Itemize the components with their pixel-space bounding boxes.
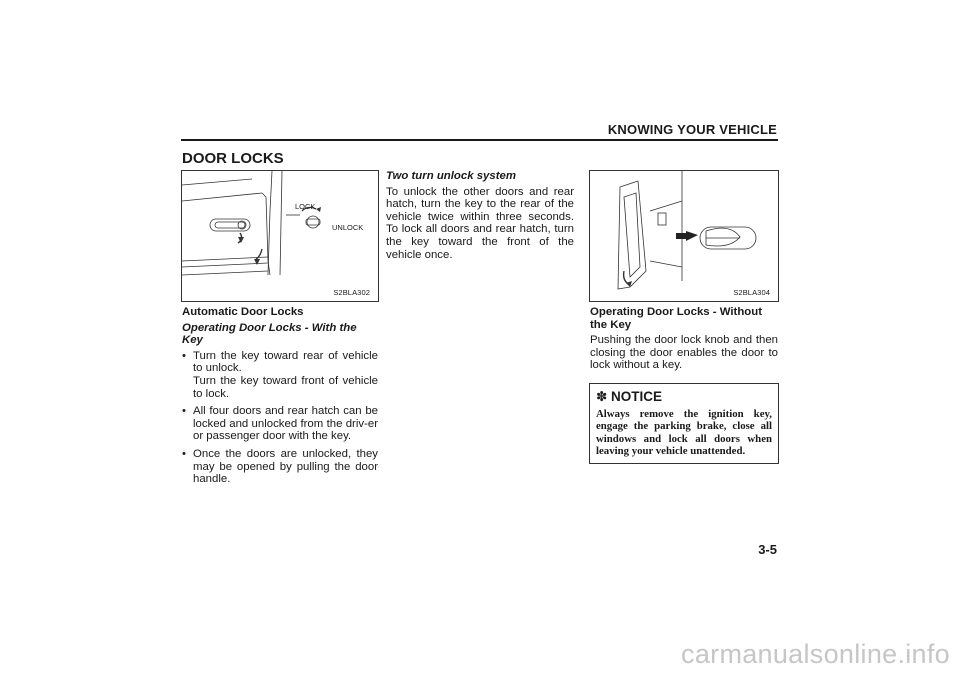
page-number: 3-5 [758,542,777,557]
door-knob-drawing [590,171,778,301]
list-item-text: Once the doors are unlocked, they may be opened by pulling the door handle. [193,447,378,486]
list-item [182,405,378,443]
list-item-text: Turn the key toward rear of vehicle to unlock. [193,349,378,375]
two-turn-unlock-body: To unlock the other doors and rear hatch, turn the key to the rear of the vehicle twice within three seconds. To lock all doors and rear hatch, turn the key toward the front of the vehicle once. [386,185,574,261]
bullet-icon: • [182,405,186,418]
list-item [182,350,378,400]
list-item [182,448,378,486]
without-key-heading: Operating Door Locks - Without the Key [590,306,763,331]
figure-code: S2BLA302 [333,288,370,297]
notice-title: ✽ NOTICE [596,389,663,404]
door-key-illustration [181,170,379,302]
list-item-text: Turn the key toward front of vehicle to lock. [193,374,378,400]
left-column [182,306,378,491]
door-knob-illustration [589,170,779,302]
lock-label: LOCK [295,202,316,211]
notice-box [589,383,779,464]
instruction-list [182,350,378,486]
list-item-text: All four doors and rear hatch can be locked and unlocked from the driv-er or passenger door with the key. [193,405,378,443]
unlock-label: UNLOCK [332,223,364,232]
with-key-subheading: Operating Door Locks - With the Key [182,321,357,347]
bullet-icon: • [182,447,186,460]
notice-body: Always remove the ignition key, engage the parking brake, close all windows and lock all doors when leaving your vehicle unattended. [596,408,772,458]
section-title: DOOR LOCKS [182,150,284,167]
right-column [590,306,778,372]
figure-code: S2BLA304 [733,288,770,297]
middle-column [386,170,574,261]
two-turn-unlock-heading: Two turn unlock system [386,170,516,182]
without-key-body: Pushing the door lock knob and then closing the door enables the door to lock without a key. [590,334,778,372]
running-header: KNOWING YOUR VEHICLE [607,122,777,137]
watermark: carmanualsonline.info [681,639,950,669]
bullet-icon: • [182,349,186,362]
header-rule [181,139,778,141]
automatic-door-locks-heading: Automatic Door Locks [182,306,304,318]
door-key-drawing [182,171,378,301]
